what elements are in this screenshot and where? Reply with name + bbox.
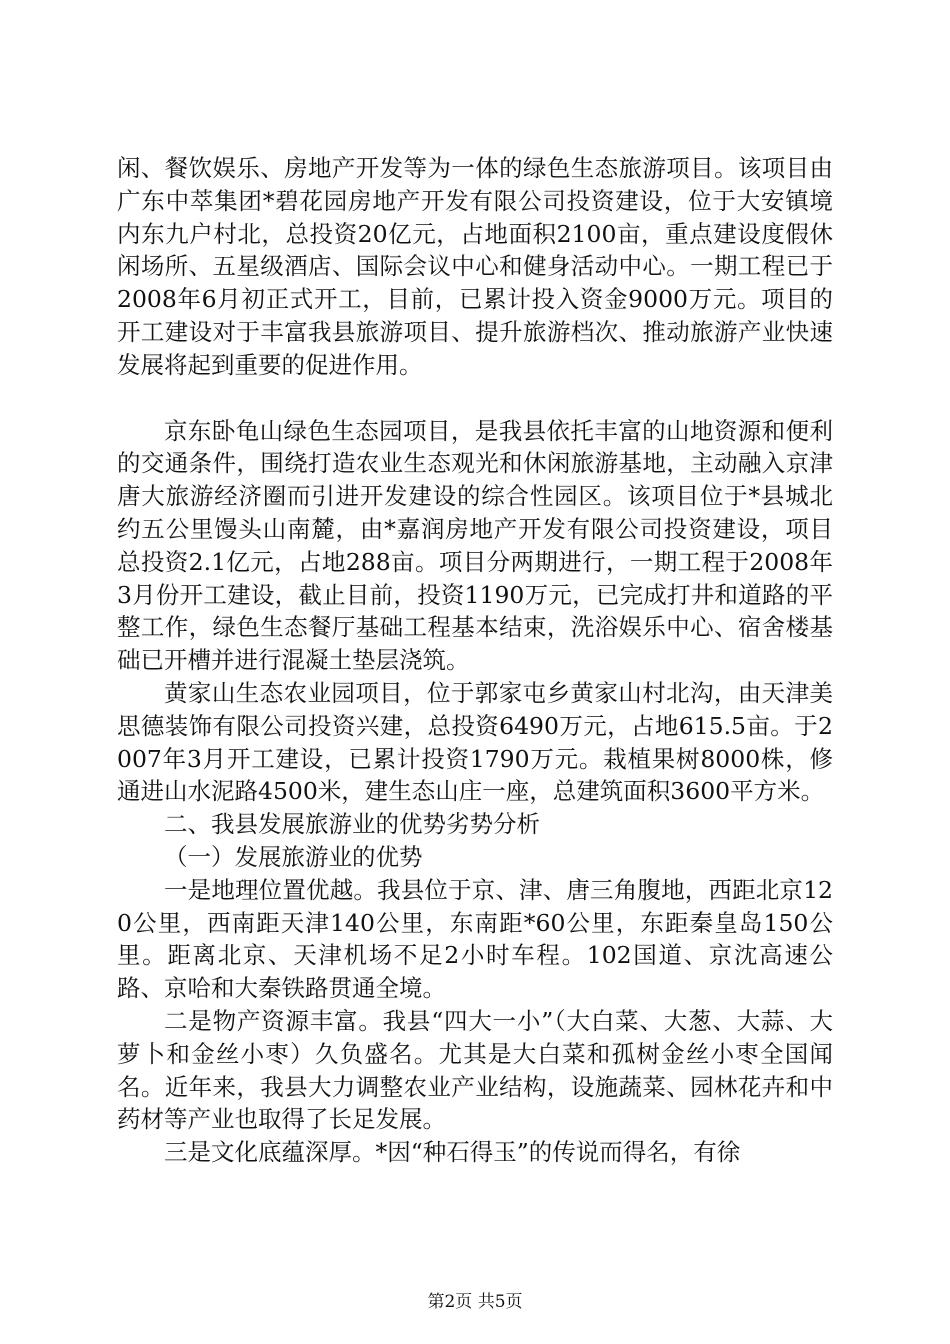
page-footer: 第2页 共5页 <box>427 1292 523 1312</box>
paragraph-geographic-location: 一是地理位置优越。我县位于京、津、唐三角腹地，西距北京120公里，西南距天津140公里，东南距*60公里，东距秦皇岛150公里。距离北京、天津机场不足2小时车程。102国道、京沈高速公路、京哈和大秦铁路贯通全境。 <box>117 875 833 1003</box>
paragraph-resources: 二是物产资源丰富。我县“四大一小”（大白菜、大葱、大蒜、大萝卜和金丝小枣）久负盛名。尤其是大白菜和孤树金丝小枣全国闻名。近年来，我县大力调整农业产业结构，设施蔬菜、园林花卉和中药材等产业也取得了长足发展。 <box>117 1006 833 1134</box>
paragraph-huangjia-mountain-project: 黄家山生态农业园项目，位于郭家屯乡黄家山村北沟，由天津美思德装饰有限公司投资兴建，总投资6490万元，占地615.5亩。于2007年3月开工建设，已累计投资1790万元。栽植果树8000株，修通进山水泥路4500米，建生态山庄一座，总建筑面积3600平方米。 <box>117 678 833 806</box>
section-heading-advantages-analysis: 二、我县发展旅游业的优势劣势分析 <box>164 810 540 839</box>
document-body <box>117 152 833 1169</box>
paragraph-wogui-mountain-project: 京东卧龟山绿色生态园项目，是我县依托丰富的山地资源和便利的交通条件，围绕打造农业生态观光和休闲旅游基地，主动融入京津唐大旅游经济圈而引进开发建设的综合性园区。该项目位于*县城北约五公里馒头山南麓，由*嘉润房地产开发有限公司投资建设，项目总投资2.1亿元，占地288亩。项目分两期进行，一期工程于2008年3月份开工建设，截止目前，投资1190万元，已完成打井和道路的平整工作，绿色生态餐厅基础工程基本结束，洗浴娱乐中心、宿舍楼基础已开槽并进行混凝土垫层浇筑。 <box>117 416 833 675</box>
paragraph-culture: 三是文化底蕴深厚。*因“种石得玉”的传说而得名，有徐 <box>164 1138 741 1167</box>
subsection-heading-advantages: （一）发展旅游业的优势 <box>164 842 423 871</box>
paragraph-project-continued: 闲、餐饮娱乐、房地产开发等为一体的绿色生态旅游项目。该项目由广东中萃集团*碧花园房地产开发有限公司投资建设，位于大安镇境内东九户村北，总投资20亿元，占地面积2100亩，重点建设度假休闲场所、五星级酒店、国际会议中心和健身活动中心。一期工程已于2008年6月初正式开工，目前，已累计投入资金9000万元。项目的开工建设对于丰富我县旅游项目、提升旅游档次、推动旅游产业快速发展将起到重要的促进作用。 <box>117 154 833 379</box>
